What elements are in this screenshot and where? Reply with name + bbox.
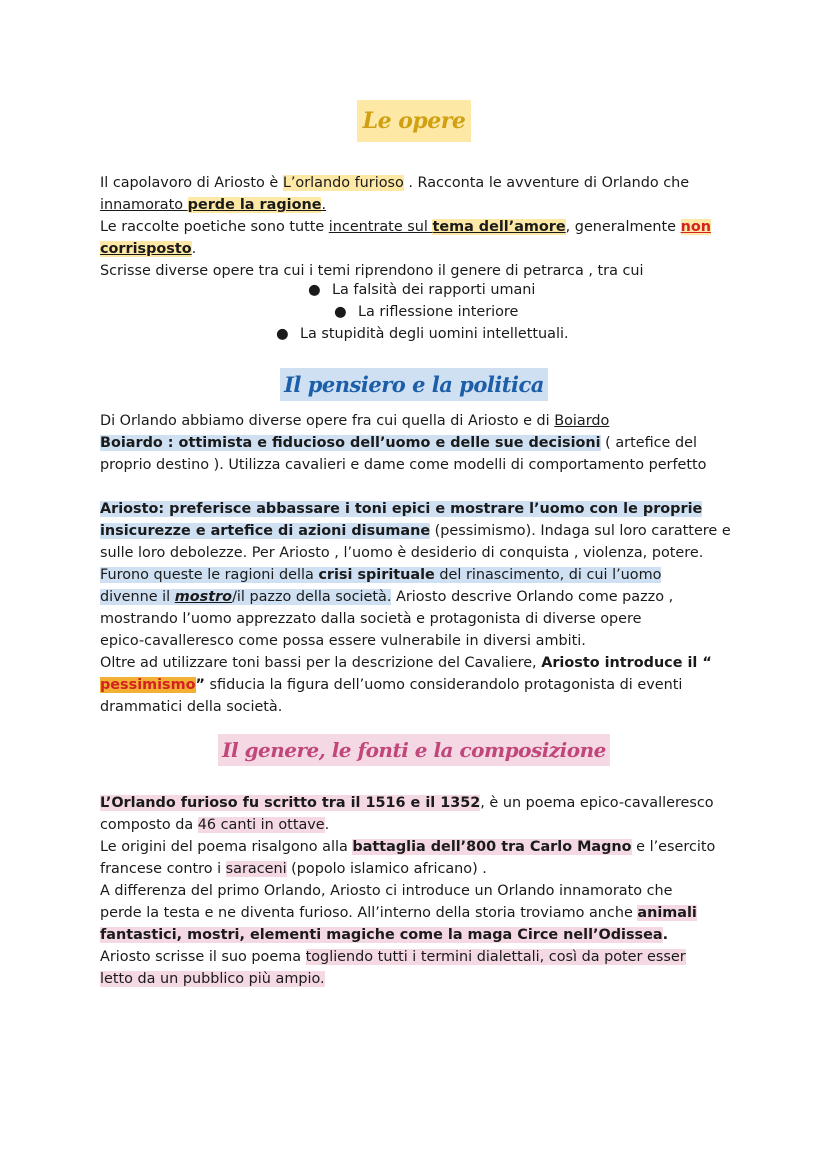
text-line: innamorato perde la ragione. xyxy=(100,197,327,213)
list-item: ● La falsità dei rapporti umani xyxy=(308,282,536,298)
text-line: francese contro i saraceni (popolo islamico africano) . xyxy=(100,861,487,877)
text-line: Ariosto scrisse il suo poema togliendo tutti i termini dialettali, così da poter esser xyxy=(100,949,686,965)
text-line: Oltre ad utilizzare toni bassi per la descrizione del Cavaliere, Ariosto introduce il “ xyxy=(100,655,712,671)
section-genere xyxy=(100,792,740,990)
text-line: Scrisse diverse opere tra cui i temi riprendono il genere di petrarca , tra cui xyxy=(100,263,644,279)
text-line: fantastici, mostri, elementi magiche come la maga Circe nell’Odissea. xyxy=(100,927,669,943)
text-line: composto da 46 canti in ottave. xyxy=(100,817,330,833)
bullet-icon: ● xyxy=(308,282,321,298)
heading-le-opere: Le opere xyxy=(0,108,828,134)
text-line: drammatici della società. xyxy=(100,699,283,715)
text-line: insicurezze e artefice di azioni disumane (pessimismo). Indaga sul loro carattere e xyxy=(100,523,731,539)
text-line: Il capolavoro di Ariosto è L’orlando furioso . Racconta le avventure di Orlando che xyxy=(100,175,690,191)
text-line: letto da un pubblico più ampio. xyxy=(100,971,325,987)
list-item: ● La stupidità degli uomini intellettuali. xyxy=(276,326,569,342)
text-line: Le origini del poema risalgono alla battaglia dell’800 tra Carlo Magno e l’esercito xyxy=(100,839,716,855)
bullet-icon: ● xyxy=(276,326,289,342)
text-line: perde la testa e ne diventa furioso. All’interno della storia troviamo anche animali xyxy=(100,905,697,921)
text-line: Ariosto: preferisce abbassare i toni epici e mostrare l’uomo con le proprie xyxy=(100,501,703,517)
bullet-icon: ● xyxy=(334,304,347,320)
text-line xyxy=(100,476,740,498)
list-item: ● La riflessione interiore xyxy=(334,304,519,320)
text-line: A differenza del primo Orlando, Ariosto ci introduce un Orlando innamorato che xyxy=(100,883,673,899)
text-line: sulle loro debolezze. Per Ariosto , l’uomo è desiderio di conquista , violenza, potere. xyxy=(100,545,704,561)
section-pensiero xyxy=(100,410,740,718)
heading-pensiero-politica: Il pensiero e la politica xyxy=(0,372,828,397)
text-line: Boiardo : ottimista e fiducioso dell’uomo e delle sue decisioni ( artefice del xyxy=(100,435,697,451)
text-line: Di Orlando abbiamo diverse opere fra cui quella di Ariosto e di Boiardo xyxy=(100,413,610,429)
heading-genere-fonti: Il genere, le fonti e la composizione xyxy=(0,738,828,762)
text-line: pessimismo” sfiducia la figura dell’uomo considerandolo protagonista di eventi xyxy=(100,677,683,693)
text-line: L’Orlando furioso fu scritto tra il 1516 e il 1352, è un poema epico-cavalleresco xyxy=(100,795,714,811)
text-line: proprio destino ). Utilizza cavalieri e dame come modelli di comportamento perfetto xyxy=(100,457,707,473)
text-line: Le raccolte poetiche sono tutte incentrate sul tema dell’amore, generalmente non xyxy=(100,219,711,235)
text-line: divenne il mostro/il pazzo della società. Ariosto descrive Orlando come pazzo , xyxy=(100,589,674,605)
text-line: epico-cavalleresco come possa essere vulnerabile in diversi ambiti. xyxy=(100,633,586,649)
section-le-opere xyxy=(100,172,740,282)
text-line: Furono queste le ragioni della crisi spirituale del rinascimento, di cui l’uomo xyxy=(100,567,662,583)
text-line: mostrando l’uomo apprezzato dalla società e protagonista di diverse opere xyxy=(100,611,642,627)
text-line: corrisposto. xyxy=(100,241,197,257)
